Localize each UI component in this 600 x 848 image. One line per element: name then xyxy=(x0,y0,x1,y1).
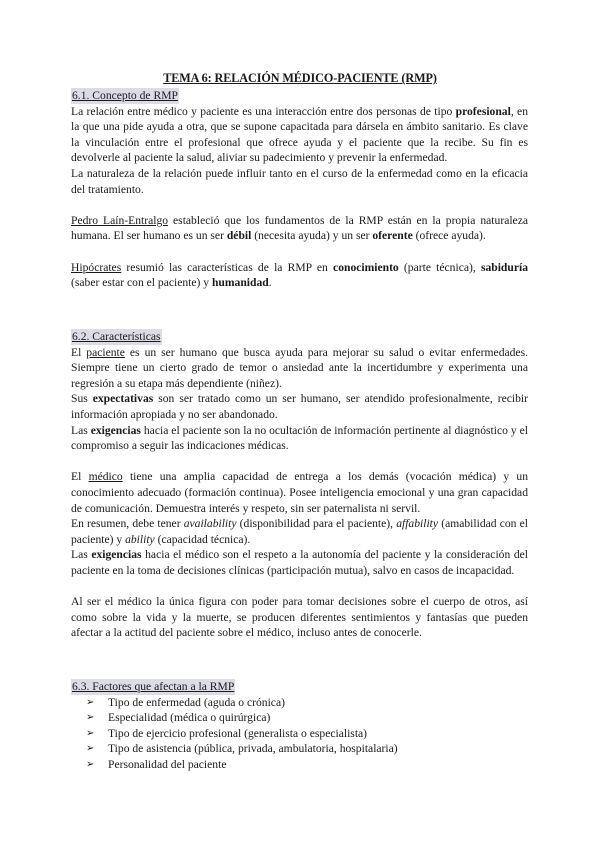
list-item: ➢ Especialidad (médica o quirúrgica) xyxy=(86,711,271,725)
paragraph-resumen: En resumen, debe tener availability (disponibilidad para el paciente), affability (amabilidad con el paciente) y ability (capacidad técnica). xyxy=(71,517,528,546)
term-profesional: profesional xyxy=(455,104,511,118)
factors-list xyxy=(71,695,528,773)
arrow-bullet-icon: ➢ xyxy=(86,696,95,708)
paragraph-hipocrates: Hipócrates resumió las características de la RMP en conocimiento (parte técnica), sabiduría (saber estar con el paciente) y humanidad. xyxy=(71,260,528,290)
section-heading-6-2: 6.2. Características xyxy=(72,330,161,343)
paragraph-rmp-definition: La relación entre médico y paciente es una interacción entre dos personas de tipo profesional, en la que una pide ayuda a otra, que se supone capacitada para dársela en ámbito sanitario. Es clave la vinculación entre el profesional que ofrece ayuda y el paciente que la recibe. Su fin es devolverle al paciente la salud, aliviar su padecimiento y prevenir la enfermedad. xyxy=(71,104,528,165)
list-item: ➢ Personalidad del paciente xyxy=(86,757,227,771)
section-heading-6-1: 6.1. Concepto de RMP xyxy=(72,89,178,102)
term-availability: availability xyxy=(183,517,237,531)
term-debil: débil xyxy=(226,229,252,243)
term-expectativas: expectativas xyxy=(92,392,154,406)
paragraph-lain-entralgo: Pedro Laín-Entralgo estableció que los fundamentos de la RMP están en la propia naturaleza humana. El ser humano es un ser débil (necesita ayuda) y un ser oferente (ofrece ayuda). xyxy=(71,213,528,243)
spacer xyxy=(71,579,528,595)
list-item: ➢ Tipo de enfermedad (aguda o crónica) xyxy=(86,695,285,709)
list-item: ➢ Tipo de ejercicio profesional (generalista o especialista) xyxy=(86,726,368,740)
term-paciente: paciente xyxy=(86,345,125,359)
paragraph-paciente: El paciente es un ser humano que busca ayuda para mejorar su salud o evitar enfermedades. Siempre tiene un cierto grado de temor o ansiedad ante la incertidumbre y experimenta una regresión a su etapa más dependiente (niñez). xyxy=(71,345,528,390)
paragraph-poder-medico: Al ser el médico la única figura con poder para tomar decisiones sobre el cuerpo de otros, así como sobre la vida y la muerte, se producen diferentes sentimientos y fantasías que pueden afectar a la actitud del paciente sobre el médico, incluso antes de conocerle. xyxy=(71,595,528,640)
spacer xyxy=(71,244,528,260)
paragraph-exigencias-medico: Las exigencias hacia el médico son el respeto a la autonomía del paciente y la consideración del paciente en la toma de decisiones clínicas (participación mutua), salvo en casos de incapacidad. xyxy=(71,548,529,577)
paragraph-medico: El médico tiene una amplia capacidad de entrega a los demás (vocación médica) y un conocimiento adecuado (formación continua). Posee inteligencia emocional y una gran capacidad de comunicación. Demuestra interés y respeto, sin ser paternalista ni servil. xyxy=(71,470,528,515)
paragraph-expectativas: Sus expectativas son ser tratado como un ser humano, ser atendido profesionalmente, recibir información apropiada y no ser abandonado. xyxy=(71,392,528,421)
section-factores xyxy=(71,679,528,773)
term-medico: médico xyxy=(88,470,123,484)
term-oferente: oferente xyxy=(372,229,413,243)
term-ability: ability xyxy=(125,532,155,546)
arrow-bullet-icon: ➢ xyxy=(86,727,95,739)
term-exigencias: exigencias xyxy=(90,423,141,437)
paragraph-exigencias-paciente: Las exigencias hacia el paciente son la no ocultación de información pertinente al diagnóstico y el compromiso a seguir las indicaciones médicas. xyxy=(71,423,528,453)
term-affability: affability xyxy=(396,517,439,531)
spacer xyxy=(71,197,528,213)
arrow-bullet-icon: ➢ xyxy=(86,743,95,755)
document-title: TEMA 6: RELACIÓN MÉDICO-PACIENTE (RMP) xyxy=(163,71,437,85)
arrow-bullet-icon: ➢ xyxy=(86,712,95,724)
name-lain-entralgo: Pedro Laín-Entralgo xyxy=(71,213,169,227)
section-caracteristicas xyxy=(71,329,528,641)
spacer xyxy=(71,454,528,470)
name-hipocrates: Hipócrates xyxy=(71,260,122,274)
section-concepto xyxy=(71,88,528,291)
term-sabiduria: sabiduría xyxy=(480,260,528,274)
paragraph-rmp-nature: La naturaleza de la relación puede influir tanto en el curso de la enfermedad como en la eficacia del tratamiento. xyxy=(71,166,528,196)
term-humanidad: humanidad xyxy=(211,276,269,290)
arrow-bullet-icon: ➢ xyxy=(86,758,95,770)
section-heading-6-3: 6.3. Factores que afectan a la RMP xyxy=(72,680,235,693)
term-conocimiento: conocimiento xyxy=(333,260,399,274)
list-item: ➢ Tipo de asistencia (pública, privada, ambulatoria, hospitalaria) xyxy=(86,742,398,756)
term-exigencias-medico: exigencias xyxy=(91,548,142,562)
